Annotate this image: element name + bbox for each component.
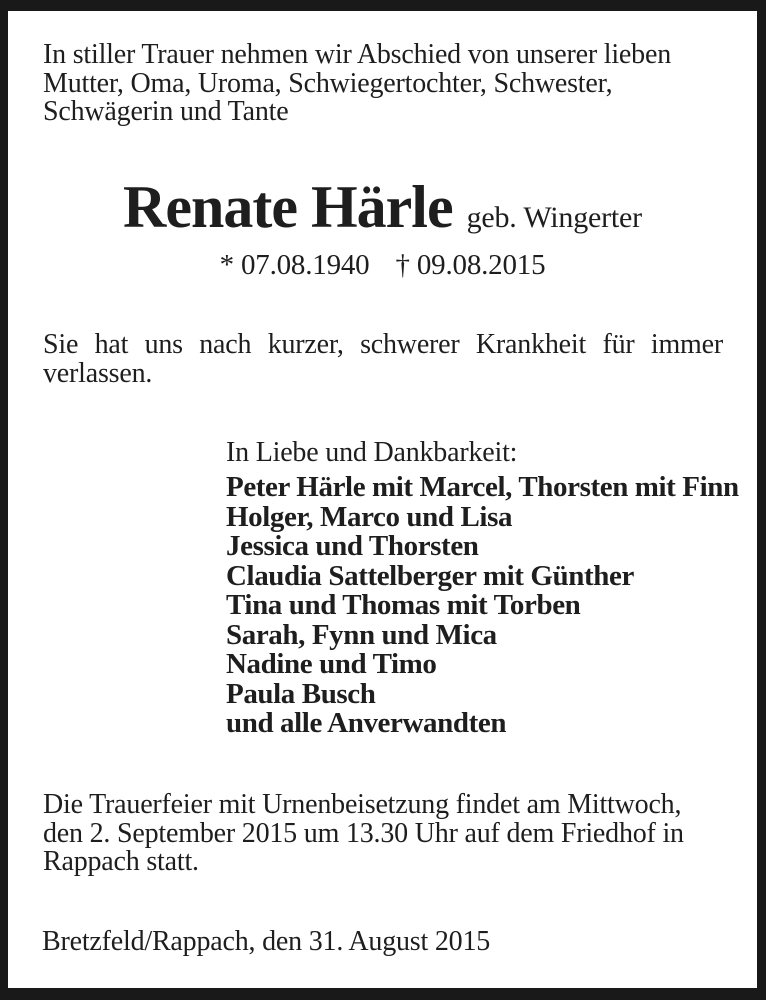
mourner-line: Sarah, Fynn und Mica xyxy=(226,618,497,651)
intro-line: Mutter, Oma, Uroma, Schwiegertochter, Schwester, xyxy=(43,67,613,99)
mourner-line: Peter Härle mit Marcel, Thorsten mit Finn xyxy=(226,471,739,503)
farewell-message xyxy=(43,331,723,388)
farewell-message-line: Sie hat uns nach kurzer, schwerer Krankheit für immer xyxy=(43,329,723,360)
mourner-line: Paula Busch xyxy=(226,677,376,710)
life-dates xyxy=(8,251,757,280)
funeral-info-line: den 2. September 2015 um 13.30 Uhr auf dem Friedhof in xyxy=(43,817,684,849)
place-and-date: Bretzfeld/Rappach, den 31. August 2015 xyxy=(42,926,491,957)
mourner-line: Nadine und Timo xyxy=(226,648,437,680)
mourner-line: Claudia Sattelberger mit Günther xyxy=(226,559,634,592)
mourner-line: Holger, Marco und Lisa xyxy=(226,500,513,533)
closing-phrase: In Liebe und Dankbarkeit: xyxy=(226,437,518,468)
farewell-message-line: verlassen. xyxy=(43,357,153,389)
funeral-info xyxy=(43,791,684,877)
death-cross-symbol: † xyxy=(395,249,410,281)
intro-line: In stiller Trauer nehmen wir Abschied von unserer lieben xyxy=(43,39,671,70)
mourner-line: Tina und Thomas mit Torben xyxy=(226,589,581,621)
birth-date xyxy=(220,251,370,280)
deceased-name: Renate Härle xyxy=(123,174,453,240)
mourner-line: und alle Anverwandten xyxy=(226,707,507,739)
funeral-info-line: Die Trauerfeier mit Urnenbeisetzung findet am Mittwoch, xyxy=(43,789,682,820)
mourner-line: Jessica und Thorsten xyxy=(226,530,479,562)
death-date-value: 09.08.2015 xyxy=(416,249,546,281)
maiden-name: geb. Wingerter xyxy=(466,201,642,234)
birth-star-symbol: * xyxy=(219,249,234,281)
mourners-list xyxy=(226,473,739,739)
intro-paragraph xyxy=(43,41,671,127)
death-date xyxy=(396,251,546,280)
birth-date-value: 07.08.1940 xyxy=(240,249,370,281)
name-row xyxy=(8,174,757,240)
intro-line: Schwägerin und Tante xyxy=(43,96,289,127)
funeral-info-line: Rappach statt. xyxy=(43,846,199,877)
